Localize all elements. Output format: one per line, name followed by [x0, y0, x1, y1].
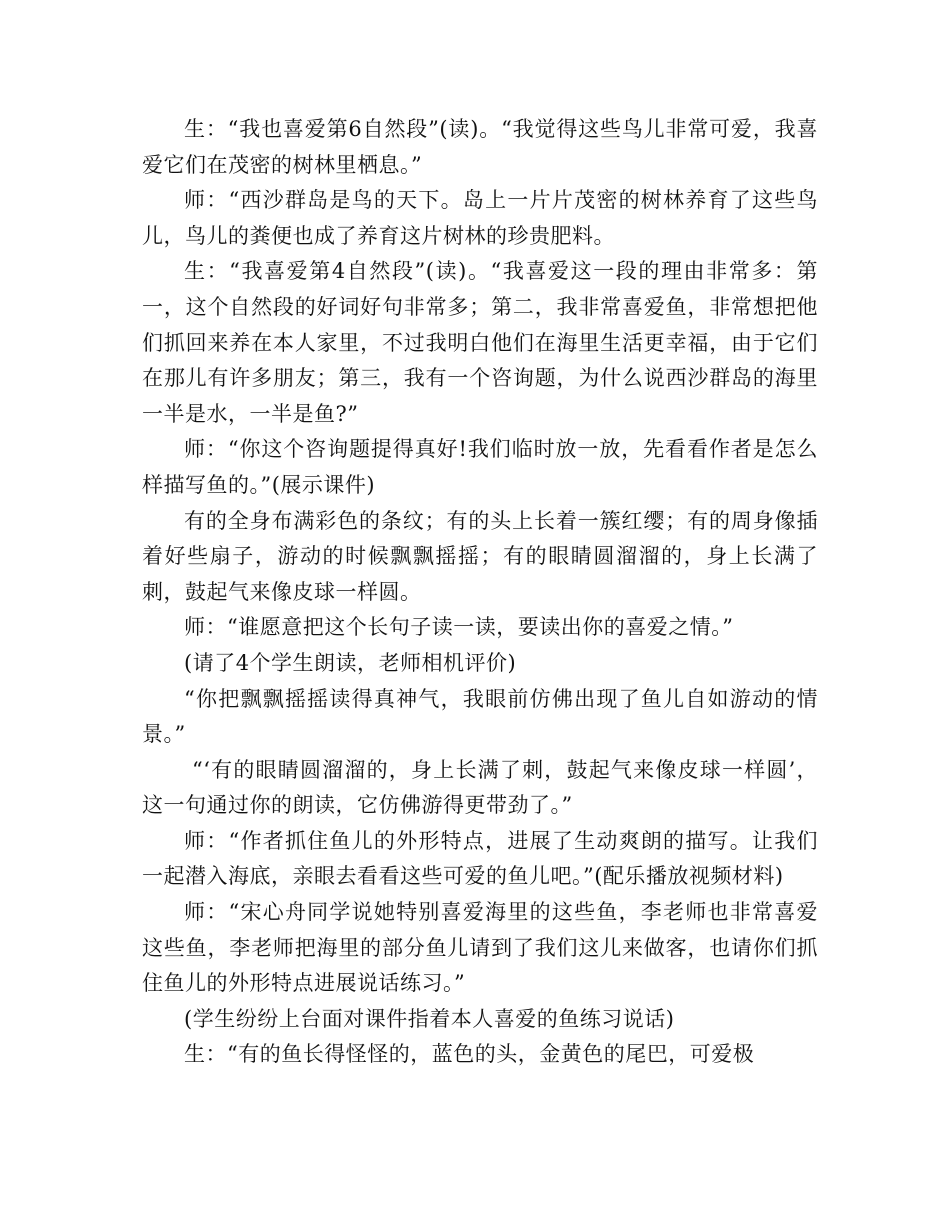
paragraph: 生：“有的鱼长得怪怪的，蓝色的头，金黄色的尾巴，可爱极: [184, 1042, 755, 1067]
paragraph: 生：“我喜爱第4自然段”(读)。“我喜爱这一段的理由非常多：第一，这个自然段的好词好句非常多；第二，我非常喜爱鱼，非常想把他们抓回来养在本人家里，不过我明白他们在海里生活更幸福，由于它们在那儿有许多朋友；第三，我有一个咨询题，为什么说西沙群岛的海里一半是水，一半是鱼?”: [142, 259, 818, 426]
paragraph: 师：“宋心舟同学说她特别喜爱海里的这些鱼，李老师也非常喜爱这些鱼，李老师把海里的部分鱼儿请到了我们这儿来做客，也请你们抓住鱼儿的外形特点进展说话练习。”: [142, 900, 818, 996]
paragraph: “你把飘飘摇摇读得真神气，我眼前仿佛出现了鱼儿自如游动的情景。”: [142, 686, 818, 747]
paragraph: 有的全身布满彩色的条纹；有的头上长着一簇红缨；有的周身像插着好些扇子，游动的时候飘飘摇摇；有的眼睛圆溜溜的，身上长满了刺，鼓起气来像皮球一样圆。: [142, 508, 818, 604]
document-body: [142, 112, 818, 1073]
paragraph: 生：“我也喜爱第6自然段”(读)。“我觉得这些鸟儿非常可爱，我喜爱它们在茂密的树林里栖息。”: [142, 117, 818, 177]
paragraph: 师：“你这个咨询题提得真好!我们临时放一放，先看看作者是怎么样描写鱼的。”(展示课件): [142, 437, 818, 497]
paragraph: (学生纷纷上台面对课件指着本人喜爱的鱼练习说话): [184, 1006, 675, 1031]
paragraph: 师：“作者抓住鱼儿的外形特点，进展了生动爽朗的描写。让我们一起潜入海底，亲眼去看看这些可爱的鱼儿吧。”(配乐播放视频材料): [142, 828, 818, 889]
paragraph: “‘有的眼睛圆溜溜的，身上长满了刺，鼓起气来像皮球一样圆’，这一句通过你的朗读，它仿佛游得更带劲了。”: [142, 757, 818, 818]
paragraph: 师：“西沙群岛是鸟的天下。岛上一片片茂密的树林养育了这些鸟儿，鸟儿的粪便也成了养育这片树林的珍贵肥料。: [142, 188, 818, 248]
paragraph: (请了4个学生朗读，老师相机评价): [184, 650, 517, 675]
paragraph: 师：“谁愿意把这个长句子读一读，要读出你的喜爱之情。”: [184, 615, 734, 640]
